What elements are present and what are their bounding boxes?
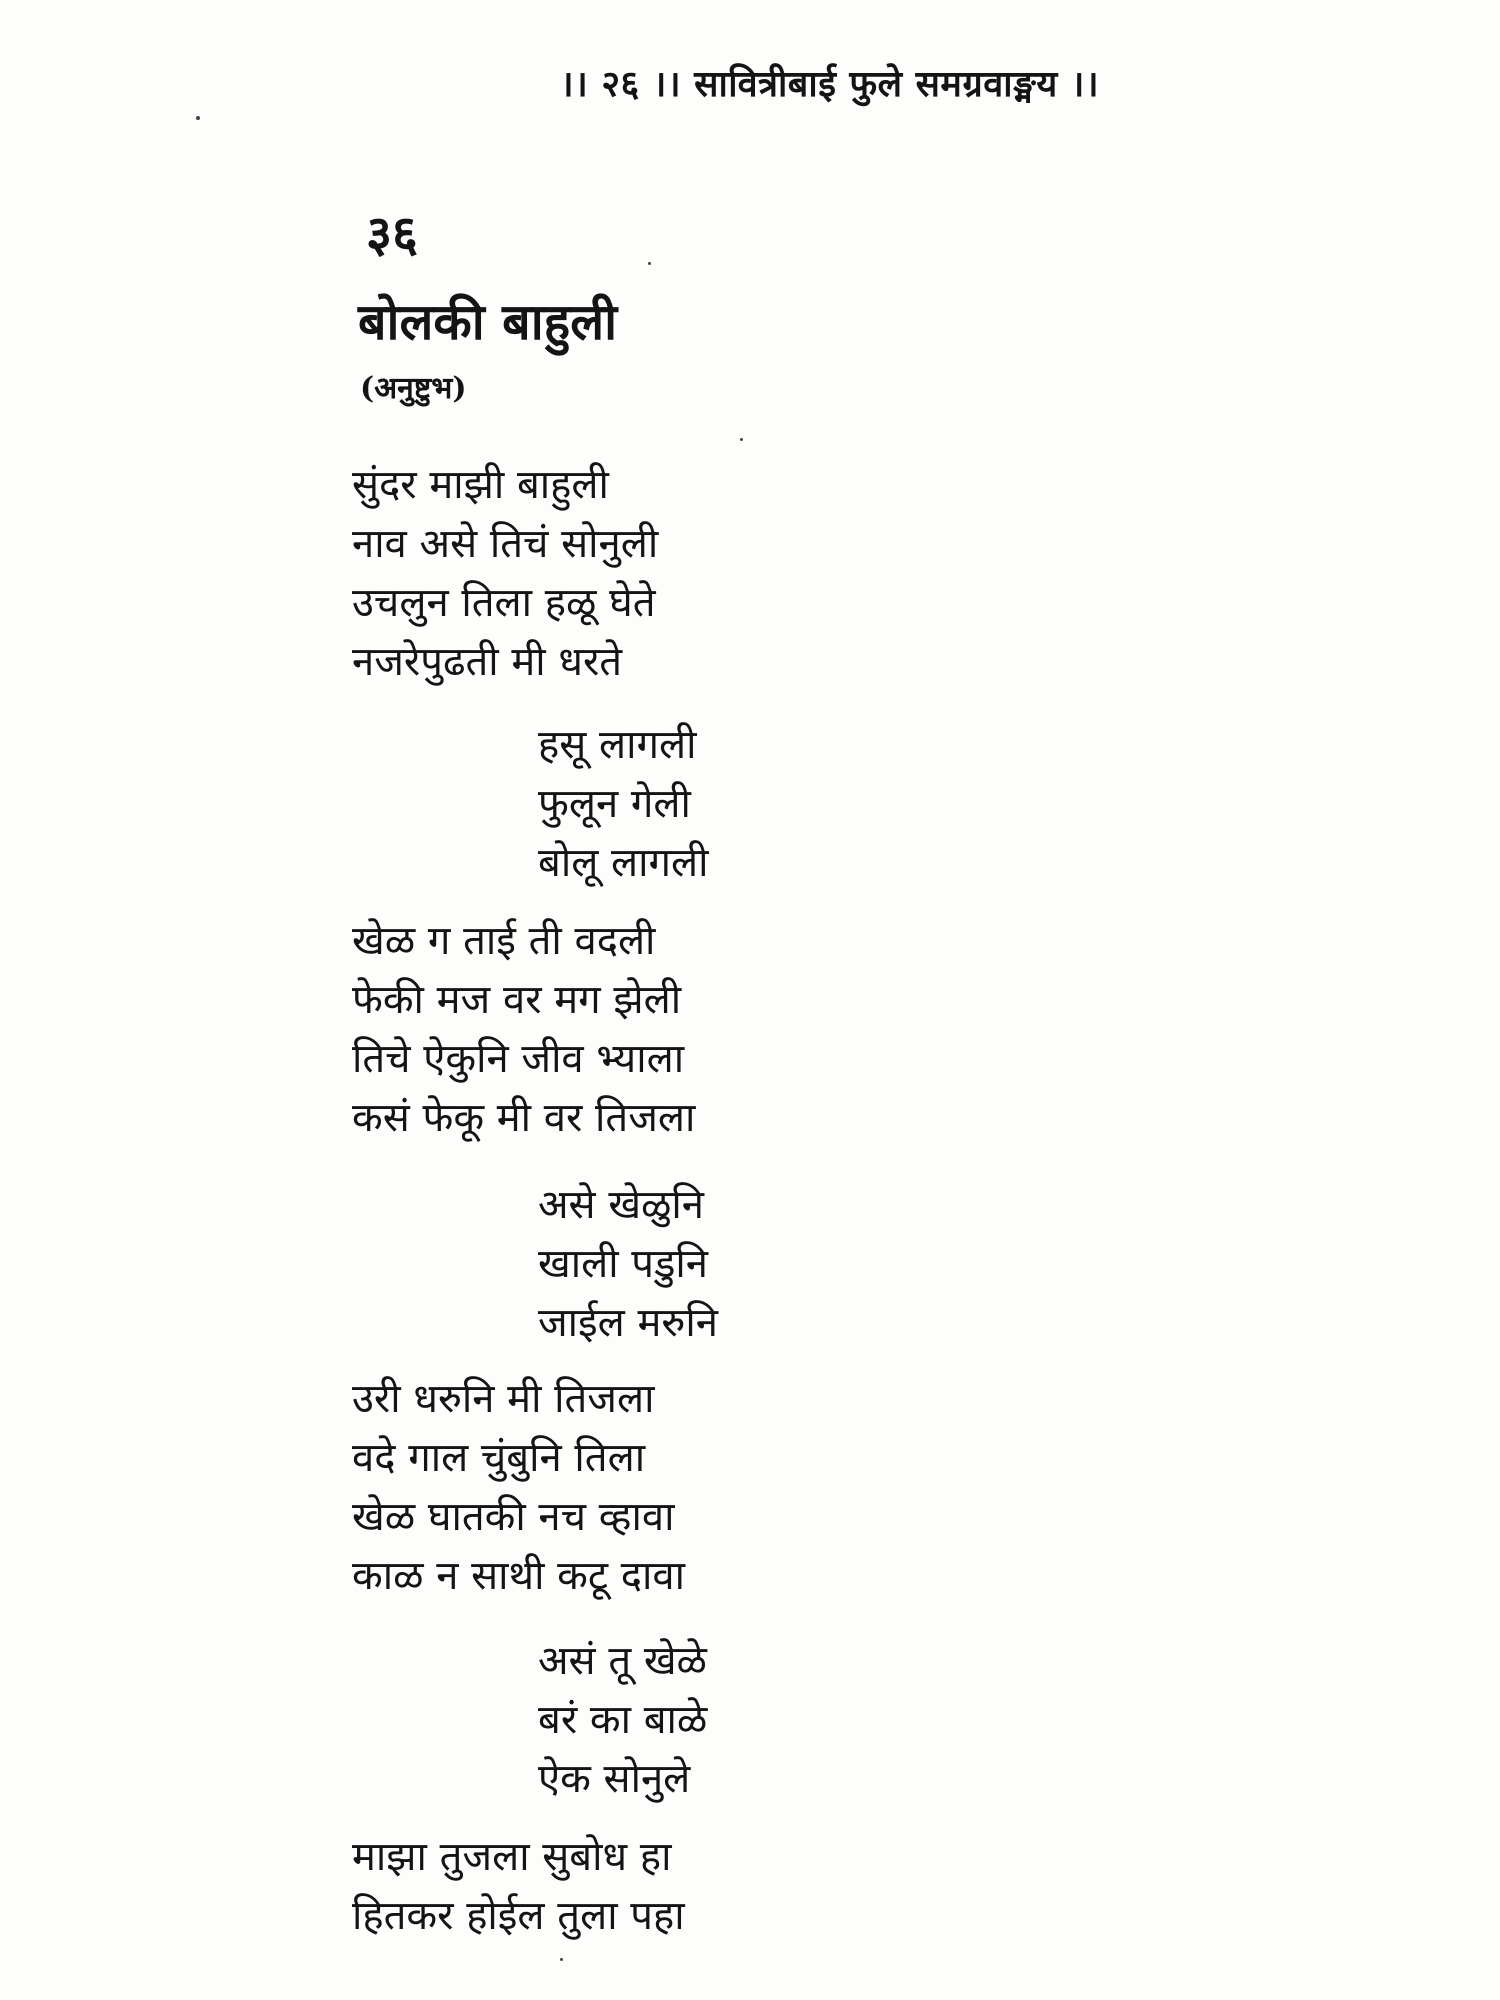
poem-line: हितकर होईल तुला पहा [352,1893,685,1939]
poem-line: बरं का बाळे [538,1697,708,1743]
poem-line: वदे गाल चुंबुनि तिला [352,1435,646,1481]
poem-line: कसं फेकू मी वर तिजला [352,1095,696,1141]
poem-number: ३६ [366,204,418,263]
scan-speck [560,1958,563,1961]
poem-line: असे खेळुनि [538,1182,704,1228]
stanza-2 [352,912,695,1148]
poem-line: खेळ ग ताई ती वदली [352,918,656,964]
poem-line: खेळ घातकी नच व्हावा [352,1494,675,1540]
poem-line: उचलुन तिला हळू घेते [352,580,656,626]
poem-line: माझा तुजला सुबोध हा [352,1834,672,1880]
scan-speck [648,262,651,265]
poem-line: उरी धरुनि मी तिजला [352,1376,655,1422]
stanza-4 [352,1828,685,1946]
poem-line: तिचे ऐकुनि जीव भ्याला [352,1036,685,1082]
poem-meter: (अनुष्टुभ) [360,371,467,406]
refrain-3 [538,1632,707,1809]
poem-line: बोलू लागली [538,840,709,886]
poem-line: नाव असे तिचं सोनुली [352,521,659,567]
refrain-1 [538,716,709,893]
poem-line: ऐक सोनुले [538,1756,691,1802]
poem-line: हसू लागली [538,722,697,768]
poem-line: फेकी मज वर मग झेली [352,977,682,1023]
scan-speck [196,116,200,120]
refrain-2 [538,1176,718,1353]
poem-line: जाईल मरुनि [538,1300,718,1346]
poem-line: काळ न साथी कटू दावा [352,1553,685,1599]
stanza-1 [352,456,658,692]
scan-speck [740,438,743,441]
poem-title: बोलकी बाहुली [358,292,618,351]
poem-line: असं तू खेळे [538,1638,707,1684]
poem-line: खाली पडुनि [538,1241,708,1287]
stanza-3 [352,1370,685,1606]
poem-line: नजरेपुढती मी धरते [352,639,623,685]
running-header: ।। २६ ।। सावित्रीबाई फुले समग्रवाङ्मय ।। [560,63,1100,105]
poem-line: फुलून गेली [538,781,691,827]
poem-line: सुंदर माझी बाहुली [352,462,609,508]
